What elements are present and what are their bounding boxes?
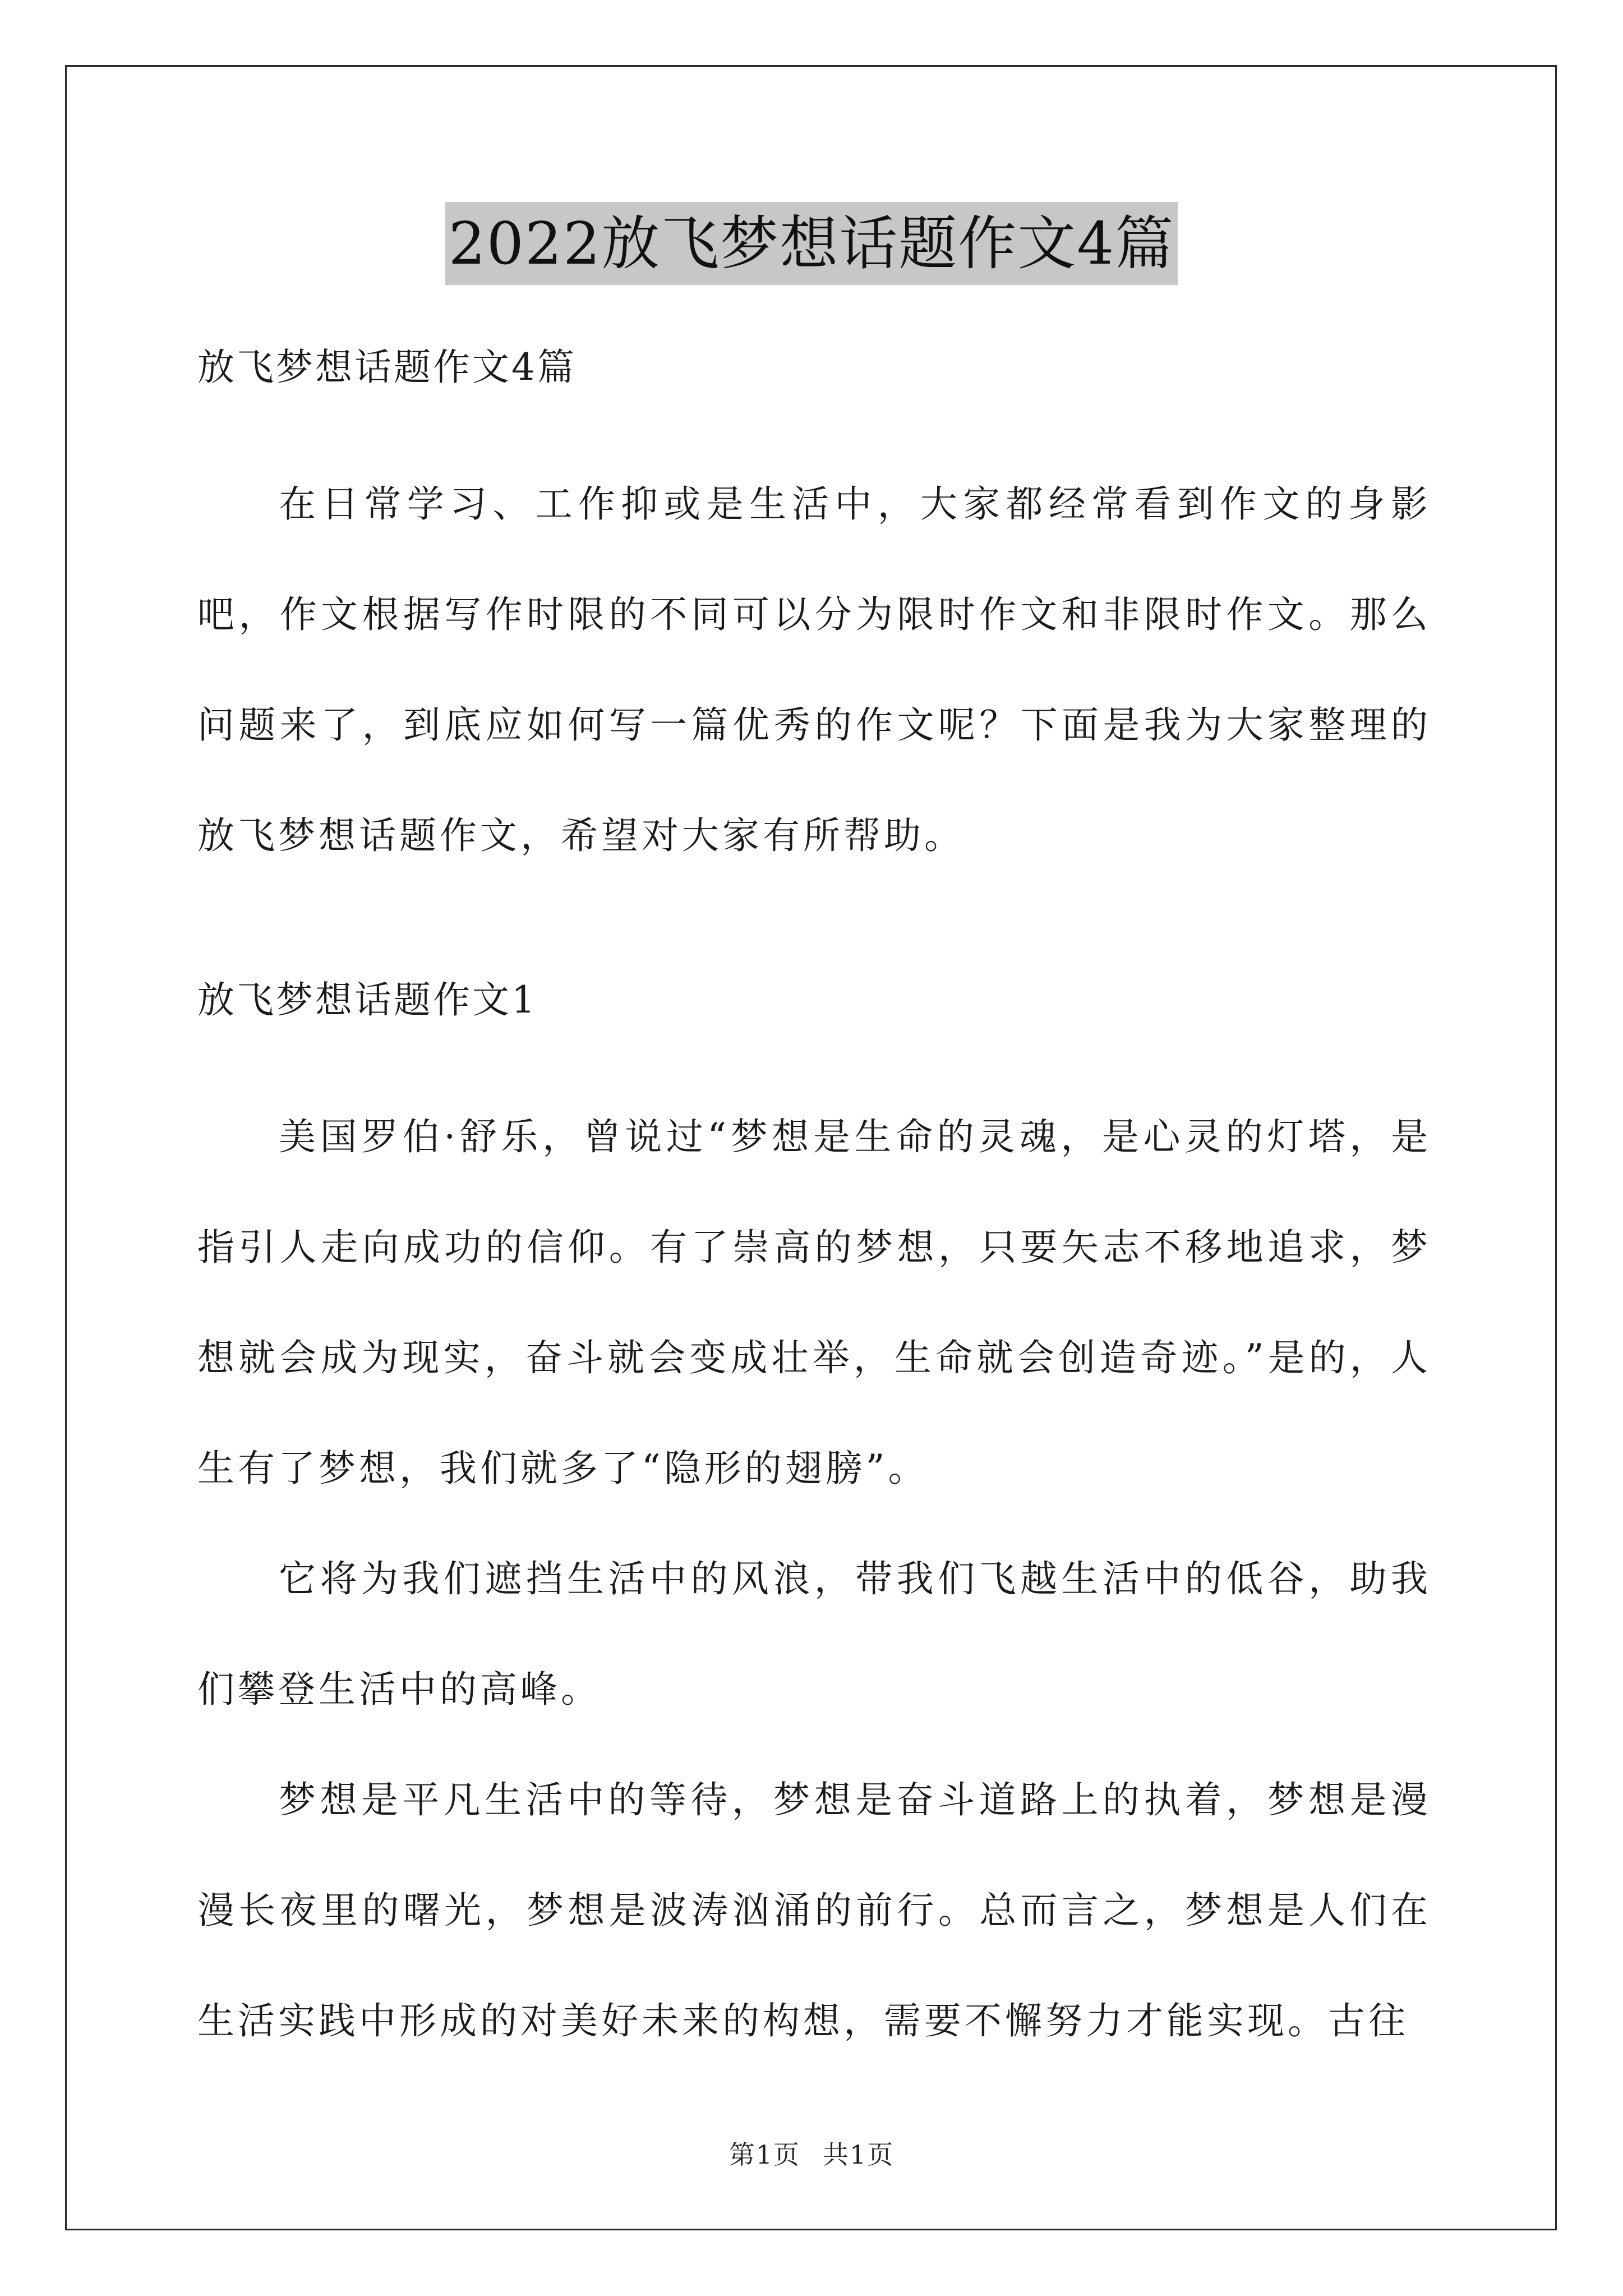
intro-paragraph: 在日常学习、工作抑或是生活中，大家都经常看到作文的身影吧，作文根据写作时限的不同可以分为限时作文和非限时作文。那么问题来了，到底应如何写一篇优秀的作文呢？下面是我为大家整理的放飞梦想话题作文，希望对大家有所帮助。 — [197, 482, 1431, 857]
document-subtitle: 放飞梦想话题作文4篇 — [197, 346, 577, 389]
document-body — [197, 342, 1431, 2076]
title-container — [0, 202, 1623, 285]
page-total: 共1页 — [823, 2139, 895, 2170]
essay-heading: 放飞梦想话题作文1 — [197, 978, 537, 1022]
body-paragraph: 美国罗伯·舒乐，曾说过“梦想是生命的灵魂，是心灵的灯塔，是指引人走向成功的信仰。有了崇高的梦想，只要矢志不移地追求，梦想就会成为现实，奋斗就会变成壮举，生命就会创造奇迹。”是的，人生有了梦想，我们就多了“隐形的翅膀”。 — [197, 1115, 1431, 1490]
page-footer — [0, 2134, 1623, 2171]
document-title: 2022放飞梦想话题作文4篇 — [445, 202, 1178, 285]
page-number: 第1页 — [728, 2139, 800, 2170]
body-paragraph: 梦想是平凡生活中的等待，梦想是奋斗道路上的执着，梦想是漫漫长夜里的曙光，梦想是波涛汹涌的前行。总而言之，梦想是人们在生活实践中形成的对美好未来的构想，需要不懈努力才能实现。古往 — [197, 1778, 1431, 2042]
body-paragraph: 它将为我们遮挡生活中的风浪，带我们飞越生活中的低谷，助我们攀登生活中的高峰。 — [197, 1557, 1431, 1711]
